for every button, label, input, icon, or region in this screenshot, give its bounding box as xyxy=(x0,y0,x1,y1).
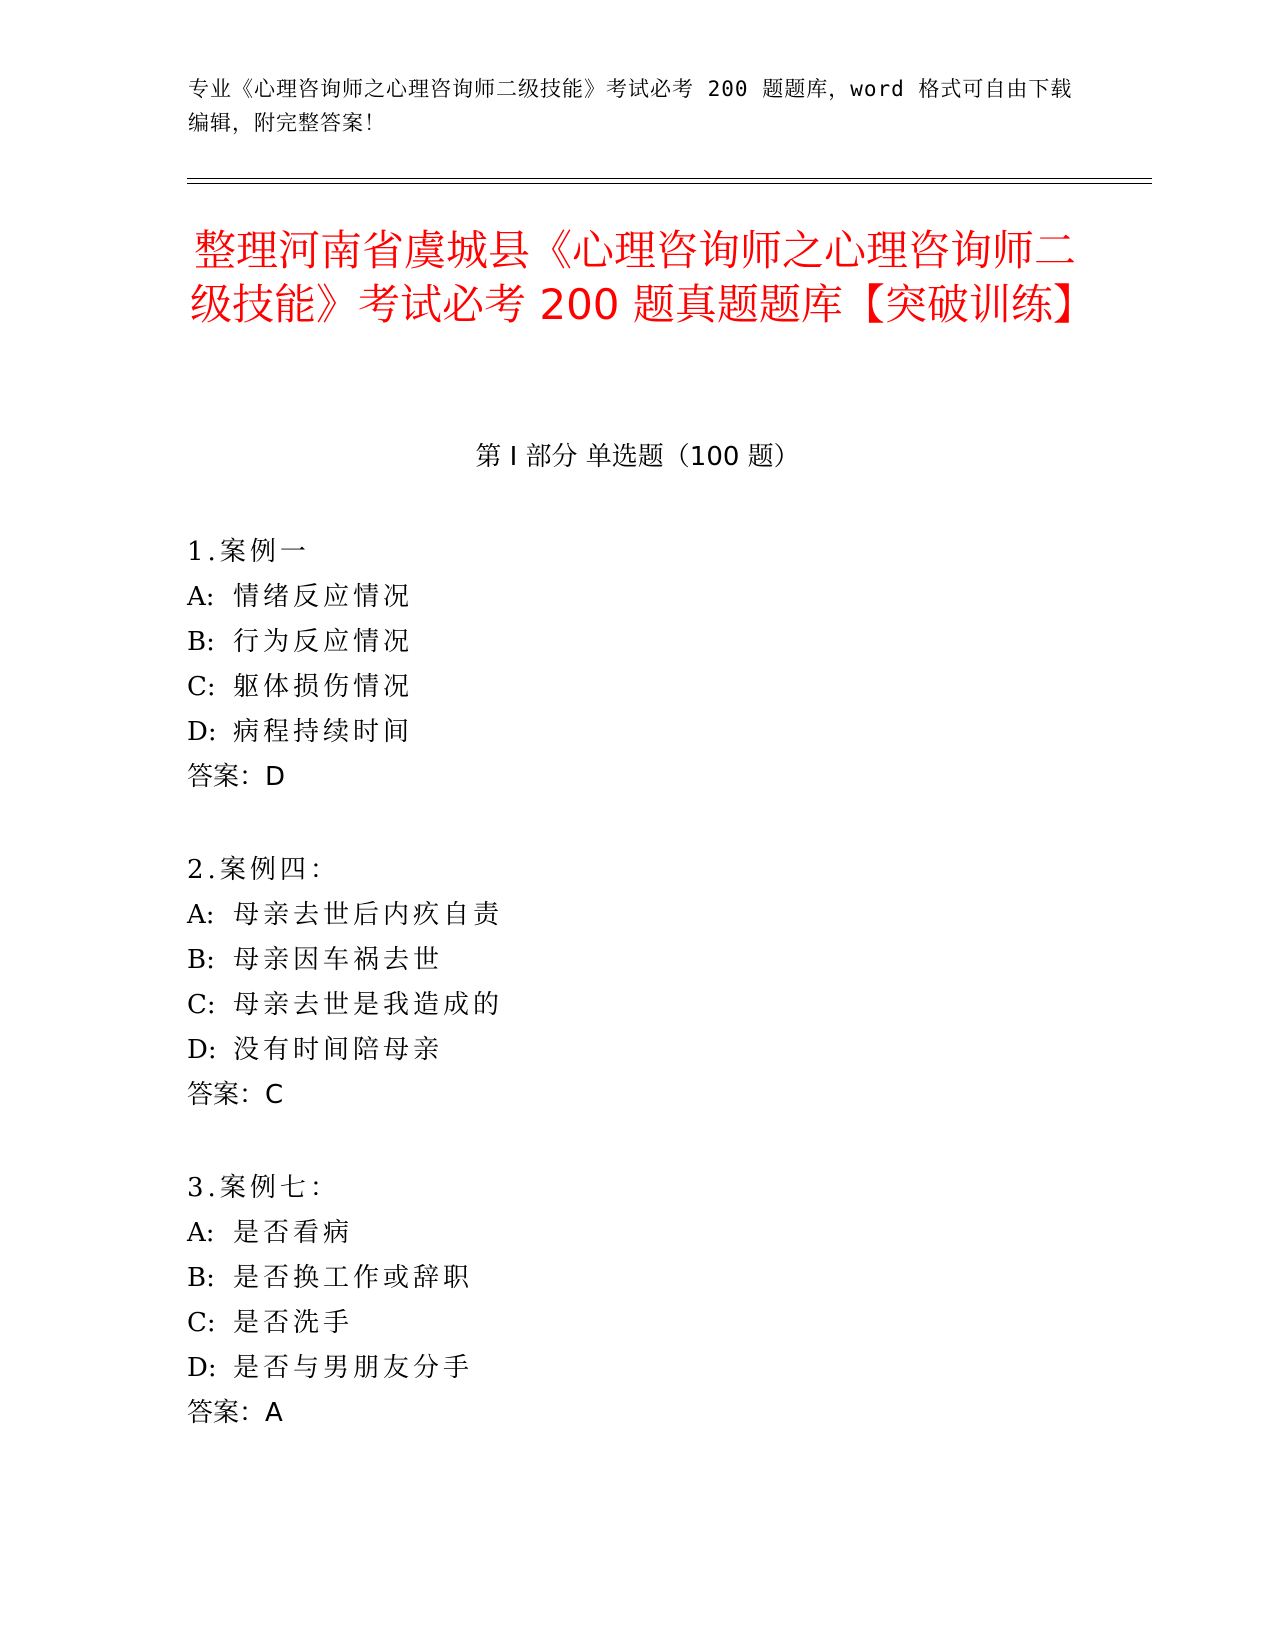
option-letter: B: xyxy=(187,1263,215,1293)
option-b xyxy=(187,938,1087,983)
option-letter: B: xyxy=(187,945,215,975)
answer-label: 答案： xyxy=(187,762,266,792)
question-number: 1. xyxy=(187,537,220,567)
question-2 xyxy=(187,848,1087,1118)
option-letter: A: xyxy=(187,582,215,612)
document-header-note: 专业《心理咨询师之心理咨询师二级技能》考试必考 200 题题库，word 格式可自由下载编辑，附完整答案！ xyxy=(188,77,1073,135)
option-text: 是否看病 xyxy=(233,1218,354,1248)
option-letter: D: xyxy=(187,1035,217,1065)
answer-label: 答案： xyxy=(187,1080,266,1110)
option-a xyxy=(187,575,1087,620)
option-letter: A: xyxy=(187,1218,215,1248)
option-letter: C: xyxy=(187,990,216,1020)
option-text: 母亲因车祸去世 xyxy=(233,945,444,975)
option-d xyxy=(187,1346,1087,1391)
question-number: 3. xyxy=(187,1173,220,1203)
answer-value: A xyxy=(265,1398,283,1428)
answer-value: D xyxy=(265,762,286,792)
option-b xyxy=(187,1256,1087,1301)
question-stem xyxy=(187,1166,1087,1211)
answer-line xyxy=(187,755,1087,800)
answer-value: C xyxy=(265,1080,284,1110)
option-d xyxy=(187,1028,1087,1073)
option-c xyxy=(187,665,1087,710)
option-text: 是否洗手 xyxy=(233,1308,354,1338)
question-stem xyxy=(187,848,1087,893)
option-text: 没有时间陪母亲 xyxy=(233,1035,444,1065)
option-text: 病程持续时间 xyxy=(233,717,414,747)
option-text: 情绪反应情况 xyxy=(233,582,414,612)
header-divider-top xyxy=(187,178,1152,179)
option-letter: C: xyxy=(187,1308,216,1338)
question-1 xyxy=(187,530,1087,800)
option-text: 行为反应情况 xyxy=(233,627,414,657)
header-divider-bottom xyxy=(187,183,1152,184)
question-number: 2. xyxy=(187,855,220,885)
option-letter: D: xyxy=(187,717,217,747)
option-letter: D: xyxy=(187,1353,217,1383)
option-text: 母亲去世后内疚自责 xyxy=(233,900,504,930)
answer-line xyxy=(187,1391,1087,1436)
option-text: 母亲去世是我造成的 xyxy=(233,990,504,1020)
option-text: 是否换工作或辞职 xyxy=(233,1263,474,1293)
option-c xyxy=(187,983,1087,1028)
option-c xyxy=(187,1301,1087,1346)
document-title: 整理河南省虞城县《心理咨询师之心理咨询师二级技能》考试必考 200 题真题题库【突破训练】 xyxy=(190,226,1095,329)
question-stem xyxy=(187,530,1087,575)
option-letter: C: xyxy=(187,672,216,702)
option-text: 是否与男朋友分手 xyxy=(233,1353,474,1383)
question-text: 案例七： xyxy=(219,1173,340,1203)
answer-label: 答案： xyxy=(187,1398,266,1428)
question-3 xyxy=(187,1166,1087,1436)
option-d xyxy=(187,710,1087,755)
option-letter: B: xyxy=(187,627,215,657)
option-a xyxy=(187,1211,1087,1256)
option-letter: A: xyxy=(187,900,215,930)
question-text: 案例一 xyxy=(219,537,310,567)
question-text: 案例四： xyxy=(219,855,340,885)
answer-line xyxy=(187,1073,1087,1118)
option-a xyxy=(187,893,1087,938)
option-text: 躯体损伤情况 xyxy=(233,672,414,702)
option-b xyxy=(187,620,1087,665)
section-heading: 第 I 部分 单选题（100 题） xyxy=(475,442,800,472)
